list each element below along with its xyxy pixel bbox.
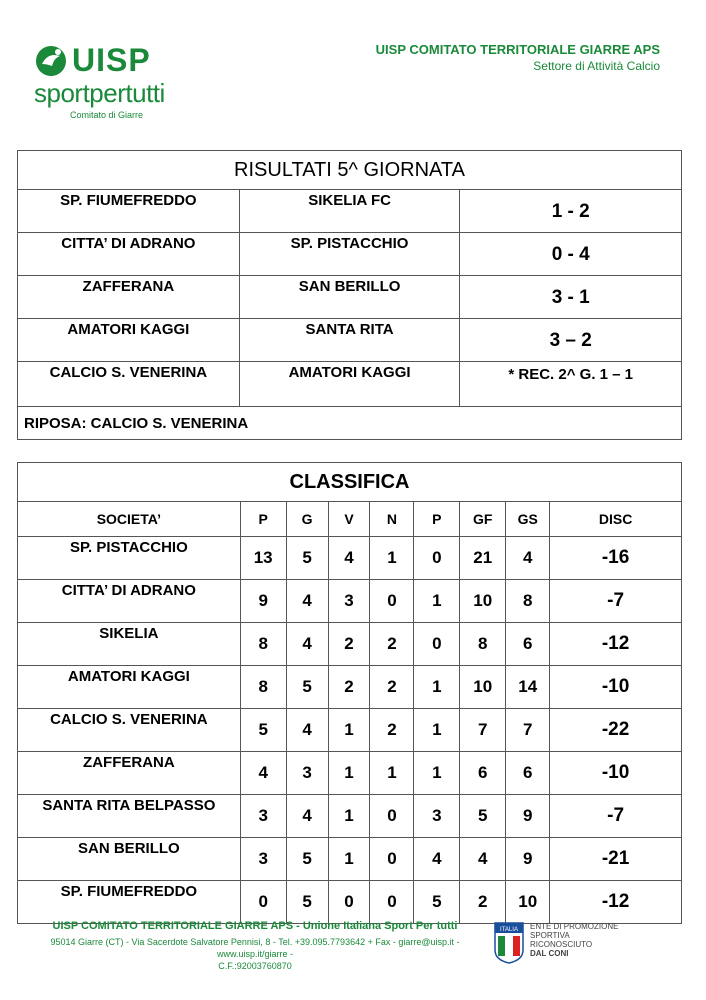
stat-cell: 2 — [328, 623, 370, 666]
stat-cell: 7 — [506, 709, 550, 752]
org-subtitle: Settore di Attività Calcio — [533, 59, 660, 73]
standings-row — [18, 709, 682, 752]
team-name: SP. PISTACCHIO — [18, 537, 241, 580]
standings-row — [18, 881, 682, 924]
disc-value: -22 — [550, 709, 682, 752]
stat-cell: 6 — [460, 752, 506, 795]
team-name: CITTA’ DI ADRANO — [18, 580, 241, 623]
stat-cell: 4 — [286, 580, 328, 623]
stat-cell: 6 — [506, 623, 550, 666]
stat-cell: 13 — [240, 537, 286, 580]
stat-cell: 4 — [240, 752, 286, 795]
standings-col-header: DISC — [550, 502, 682, 537]
org-header — [376, 42, 660, 73]
footer — [40, 920, 470, 972]
disc-value: -7 — [550, 580, 682, 623]
coni-text-line: SPORTIVA — [530, 931, 570, 940]
standings-col-header: P — [240, 502, 286, 537]
stat-cell: 14 — [506, 666, 550, 709]
uisp-logo — [32, 42, 182, 124]
team-name: SIKELIA — [18, 623, 241, 666]
standings-title: CLASSIFICA — [18, 463, 682, 502]
stat-cell: 1 — [328, 709, 370, 752]
stat-cell: 6 — [506, 752, 550, 795]
stat-cell: 2 — [370, 666, 414, 709]
match-home: CALCIO S. VENERINA — [18, 362, 240, 407]
stat-cell: 1 — [370, 752, 414, 795]
stat-cell: 0 — [240, 881, 286, 924]
match-row — [18, 319, 682, 362]
standings-col-header: GF — [460, 502, 506, 537]
standings-row — [18, 666, 682, 709]
stat-cell: 5 — [460, 795, 506, 838]
stat-cell: 0 — [370, 795, 414, 838]
logo-tagline: sportpertutti — [34, 78, 165, 108]
standings-table — [17, 462, 682, 924]
stat-cell: 9 — [240, 580, 286, 623]
match-score: 3 - 1 — [460, 276, 682, 319]
stat-cell: 5 — [286, 838, 328, 881]
stat-cell: 0 — [370, 838, 414, 881]
match-home: ZAFFERANA — [18, 276, 240, 319]
standings-col-header: V — [328, 502, 370, 537]
stat-cell: 2 — [370, 623, 414, 666]
standings-col-header: GS — [506, 502, 550, 537]
match-row — [18, 190, 682, 233]
stat-cell: 5 — [286, 881, 328, 924]
match-away: SP. PISTACCHIO — [239, 233, 460, 276]
stat-cell: 5 — [240, 709, 286, 752]
stat-cell: 3 — [240, 838, 286, 881]
standings-row — [18, 537, 682, 580]
stat-cell: 9 — [506, 838, 550, 881]
stat-cell: 4 — [286, 623, 328, 666]
stat-cell: 9 — [506, 795, 550, 838]
disc-value: -10 — [550, 666, 682, 709]
stat-cell: 21 — [460, 537, 506, 580]
stat-cell: 8 — [240, 623, 286, 666]
disc-value: -12 — [550, 623, 682, 666]
logo-name: UISP — [72, 42, 151, 78]
uisp-runner-logo-icon — [34, 44, 68, 78]
logo-sub: Comitato di Giarre — [70, 110, 144, 120]
stat-cell: 8 — [506, 580, 550, 623]
stat-cell: 5 — [414, 881, 460, 924]
footer-address-line: 95014 Giarre (CT) - Via Sacerdote Salvatore Pennisi, 8 - Tel. +39.095.7793642 + Fax - giarre@uisp.it - www.uisp.it/giarre - — [50, 937, 460, 959]
match-row — [18, 362, 682, 407]
org-title: UISP COMITATO TERRITORIALE GIARRE APS — [375, 42, 660, 57]
stat-cell: 7 — [460, 709, 506, 752]
stat-cell: 5 — [286, 666, 328, 709]
standings-col-header: G — [286, 502, 328, 537]
match-row — [18, 233, 682, 276]
team-name: AMATORI KAGGI — [18, 666, 241, 709]
coni-text — [530, 922, 618, 958]
stat-cell: 1 — [414, 580, 460, 623]
match-away: SANTA RITA — [239, 319, 460, 362]
stat-cell: 3 — [414, 795, 460, 838]
footer-cf: C.F.:92003760870 — [218, 961, 292, 971]
stat-cell: 3 — [328, 580, 370, 623]
match-score: 3 – 2 — [460, 319, 682, 362]
stat-cell: 0 — [414, 623, 460, 666]
stat-cell: 0 — [370, 580, 414, 623]
italia-shield-icon — [494, 922, 524, 964]
stat-cell: 4 — [414, 838, 460, 881]
team-name: SAN BERILLO — [18, 838, 241, 881]
stat-cell: 3 — [240, 795, 286, 838]
team-name: ZAFFERANA — [18, 752, 241, 795]
disc-value: -16 — [550, 537, 682, 580]
match-away: SIKELIA FC — [239, 190, 460, 233]
stat-cell: 5 — [286, 537, 328, 580]
stat-cell: 1 — [414, 666, 460, 709]
stat-cell: 0 — [328, 881, 370, 924]
match-score: 0 - 4 — [460, 233, 682, 276]
stat-cell: 3 — [286, 752, 328, 795]
stat-cell: 4 — [286, 709, 328, 752]
match-score: * REC. 2^ G. 1 – 1 — [460, 362, 682, 407]
coni-text-line: DAL CONI — [530, 949, 569, 958]
stat-cell: 2 — [460, 881, 506, 924]
standings-row — [18, 623, 682, 666]
match-home: CITTA’ DI ADRANO — [18, 233, 240, 276]
standings-col-header: P — [414, 502, 460, 537]
stat-cell: 0 — [414, 537, 460, 580]
stat-cell: 2 — [328, 666, 370, 709]
stat-cell: 4 — [328, 537, 370, 580]
match-away: AMATORI KAGGI — [239, 362, 460, 407]
team-name: SANTA RITA BELPASSO — [18, 795, 241, 838]
standings-row — [18, 752, 682, 795]
stat-cell: 4 — [506, 537, 550, 580]
standings-row — [18, 580, 682, 623]
stat-cell: 4 — [286, 795, 328, 838]
results-title: RISULTATI 5^ GIORNATA — [18, 151, 682, 190]
standings-header-row — [18, 502, 682, 537]
standings-col-header: N — [370, 502, 414, 537]
match-score: 1 - 2 — [460, 190, 682, 233]
disc-value: -21 — [550, 838, 682, 881]
stat-cell: 8 — [240, 666, 286, 709]
results-table — [17, 150, 682, 440]
stat-cell: 10 — [460, 580, 506, 623]
riposa-note: RIPOSA: CALCIO S. VENERINA — [18, 407, 682, 440]
stat-cell: 4 — [460, 838, 506, 881]
stat-cell: 1 — [328, 838, 370, 881]
coni-label: ITALIA — [500, 927, 518, 933]
coni-text-line: RICONOSCIUTO — [530, 940, 593, 949]
team-name: CALCIO S. VENERINA — [18, 709, 241, 752]
footer-address — [40, 936, 470, 972]
disc-value: -12 — [550, 881, 682, 924]
team-name: SP. FIUMEFREDDO — [18, 881, 241, 924]
stat-cell: 1 — [328, 752, 370, 795]
disc-value: -7 — [550, 795, 682, 838]
standings-col-header: SOCIETA’ — [18, 502, 241, 537]
coni-badge — [492, 920, 642, 970]
disc-value: -10 — [550, 752, 682, 795]
stat-cell: 1 — [414, 752, 460, 795]
stat-cell: 1 — [414, 709, 460, 752]
standings-row — [18, 838, 682, 881]
match-away: SAN BERILLO — [239, 276, 460, 319]
match-home: AMATORI KAGGI — [18, 319, 240, 362]
coni-text-line: ENTE DI PROMOZIONE — [530, 922, 619, 931]
footer-org: UISP COMITATO TERRITORIALE GIARRE APS - Unione Italiana Sport Per tutti — [52, 920, 458, 932]
stat-cell: 8 — [460, 623, 506, 666]
stat-cell: 2 — [370, 709, 414, 752]
stat-cell: 0 — [370, 881, 414, 924]
stat-cell: 10 — [460, 666, 506, 709]
stat-cell: 10 — [506, 881, 550, 924]
stat-cell: 1 — [328, 795, 370, 838]
match-home: SP. FIUMEFREDDO — [18, 190, 240, 233]
match-row — [18, 276, 682, 319]
stat-cell: 1 — [370, 537, 414, 580]
standings-row — [18, 795, 682, 838]
